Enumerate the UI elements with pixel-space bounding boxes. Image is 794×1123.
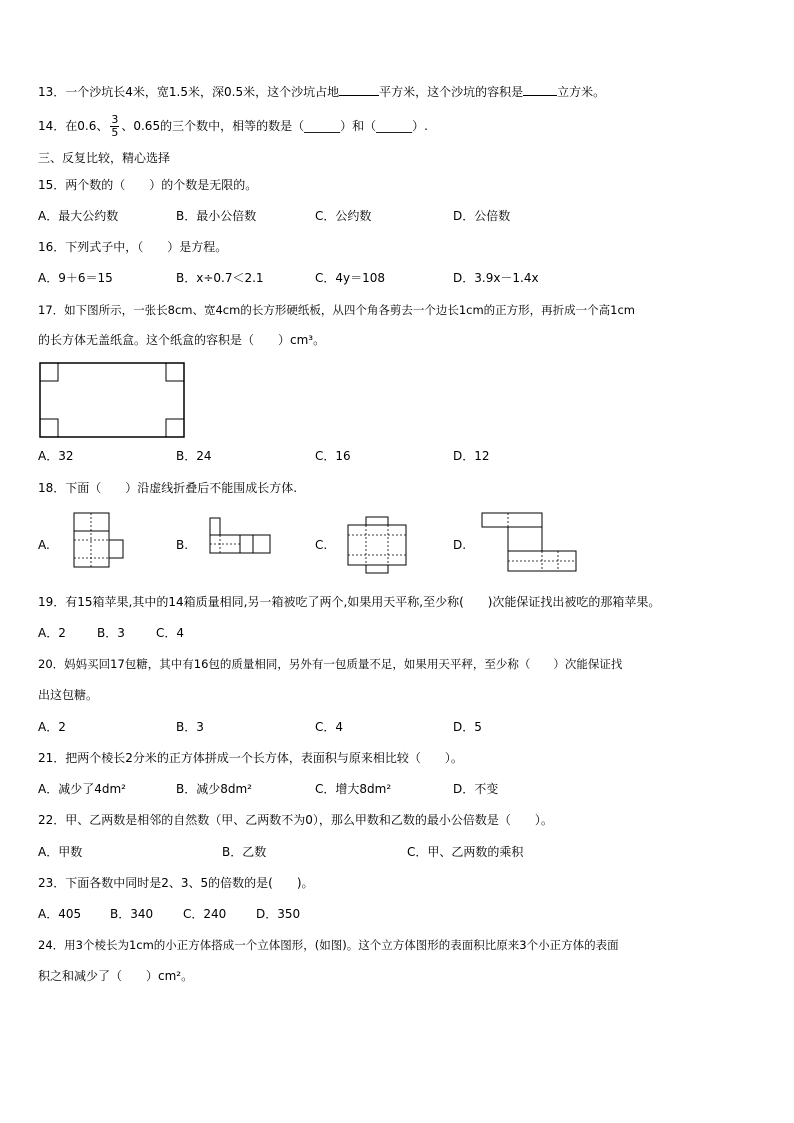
q15-option-a[interactable]: A．最大公约数 — [38, 209, 119, 223]
q15-option-c[interactable]: C．公约数 — [315, 209, 372, 223]
q21-option-b[interactable]: B．减少8dm² — [176, 782, 252, 796]
fraction-denominator: 5 — [111, 126, 119, 139]
question-18-stem: 18．下面（ ）沿虚线折叠后不能围成长方体. — [38, 481, 298, 495]
q20-option-a[interactable]: A．2 — [38, 720, 66, 734]
q18-label-a[interactable]: A. — [38, 538, 50, 552]
q15-option-d[interactable]: D．公倍数 — [453, 209, 511, 223]
question-15-stem: 15．两个数的（ ）的个数是无限的。 — [38, 178, 258, 192]
question-21-stem: 21．把两个棱长2分米的正方体拼成一个长方体，表面积与原来相比较（ ）。 — [38, 751, 463, 765]
q15-option-b[interactable]: B．最小公倍数 — [176, 209, 257, 223]
q21-option-d[interactable]: D．不变 — [453, 782, 499, 796]
question-17-stem-line1: 17．如下图所示，一张长8cm、宽4cm的长方形硬纸板，从四个角各剪去一个边长1cm的正方形，再折成一个高1cm — [38, 303, 635, 317]
question-16-stem: 16．下列式子中，（ ）是方程。 — [38, 240, 228, 254]
q14-text-a: 14．在0.6、 — [38, 119, 109, 133]
question-24-stem-line2: 积之和减少了（ ）cm²。 — [38, 969, 194, 983]
q23-option-d[interactable]: D．350 — [256, 907, 301, 921]
question-19-stem: 19．有15箱苹果,其中的14箱质量相同,另一箱被吃了两个,如果用天平称,至少称( )次能保证找出被吃的那箱苹果。 — [38, 595, 661, 609]
q17-option-a[interactable]: A．32 — [38, 449, 74, 463]
q19-option-b[interactable]: B．3 — [97, 626, 125, 640]
q20-option-d[interactable]: D．5 — [453, 720, 482, 734]
q22-option-c[interactable]: C．甲、乙两数的乘积 — [407, 845, 524, 859]
q20-option-b[interactable]: B．3 — [176, 720, 204, 734]
q16-option-d[interactable]: D．3.9x－1.4x — [453, 271, 539, 285]
net-b-figure — [206, 516, 274, 558]
q17-option-d[interactable]: D．12 — [453, 449, 490, 463]
fraction-numerator: 3 — [111, 113, 119, 126]
cardboard-figure — [38, 361, 186, 439]
question-20-stem-line1: 20．妈妈买回17包糖，其中有16包的质量相同，另外有一包质量不足，如果用天平秤，至少称（ ）次能保证找 — [38, 657, 623, 671]
q14-text-b: 、0.65的三个数中，相等的数是（______）和（______）. — [121, 119, 428, 133]
q13-blank-1[interactable] — [339, 83, 379, 96]
q16-option-b[interactable]: B．x÷0.7＜2.1 — [176, 271, 264, 285]
question-17-stem-line2: 的长方体无盖纸盒。这个纸盒的容积是（ ）cm³。 — [38, 333, 326, 347]
net-a-figure — [70, 511, 130, 573]
q19-option-a[interactable]: A．2 — [38, 626, 66, 640]
q17-option-b[interactable]: B．24 — [176, 449, 212, 463]
question-24-stem-line1: 24．用3个棱长为1cm的小正方体搭成一个立体图形，(如图)。这个立方体图形的表面积比原来3个小正方体的表面 — [38, 938, 619, 952]
q13-text-b: 平方米，这个沙坑的容积是 — [379, 85, 524, 99]
q23-option-c[interactable]: C．240 — [183, 907, 227, 921]
q18-label-b[interactable]: B. — [176, 538, 189, 552]
q22-option-a[interactable]: A．甲数 — [38, 845, 83, 859]
section-heading: 三、反复比较，精心选择 — [38, 151, 171, 165]
question-22-stem: 22．甲、乙两数是相邻的自然数（甲、乙两数不为0），那么甲数和乙数的最小公倍数是（ ）。 — [38, 813, 553, 827]
q13-text-a: 13．一个沙坑长4米，宽1.5米，深0.5米，这个沙坑占地 — [38, 85, 340, 99]
question-14 — [38, 111, 428, 141]
q23-option-a[interactable]: A．405 — [38, 907, 82, 921]
q13-blank-2[interactable] — [523, 83, 557, 96]
q19-option-c[interactable]: C．4 — [156, 626, 185, 640]
question-23-stem: 23．下面各数中同时是2、3、5的倍数的是( )。 — [38, 876, 314, 890]
q22-option-b[interactable]: B．乙数 — [222, 845, 267, 859]
q18-label-d[interactable]: D. — [453, 538, 467, 552]
net-d-figure — [478, 511, 582, 573]
q14-fraction — [110, 114, 119, 139]
question-20-stem-line2: 出这包糖。 — [38, 688, 99, 702]
q17-option-c[interactable]: C．16 — [315, 449, 351, 463]
net-c-figure — [344, 515, 410, 577]
q13-text-c: 立方米。 — [557, 85, 606, 99]
q23-option-b[interactable]: B．340 — [110, 907, 154, 921]
q21-option-a[interactable]: A．减少了4dm² — [38, 782, 126, 796]
q16-option-a[interactable]: A．9＋6＝15 — [38, 271, 113, 285]
question-13 — [38, 83, 605, 100]
q18-label-c[interactable]: C. — [315, 538, 328, 552]
q20-option-c[interactable]: C．4 — [315, 720, 344, 734]
q16-option-c[interactable]: C．4y＝108 — [315, 271, 386, 285]
q21-option-c[interactable]: C．增大8dm² — [315, 782, 392, 796]
